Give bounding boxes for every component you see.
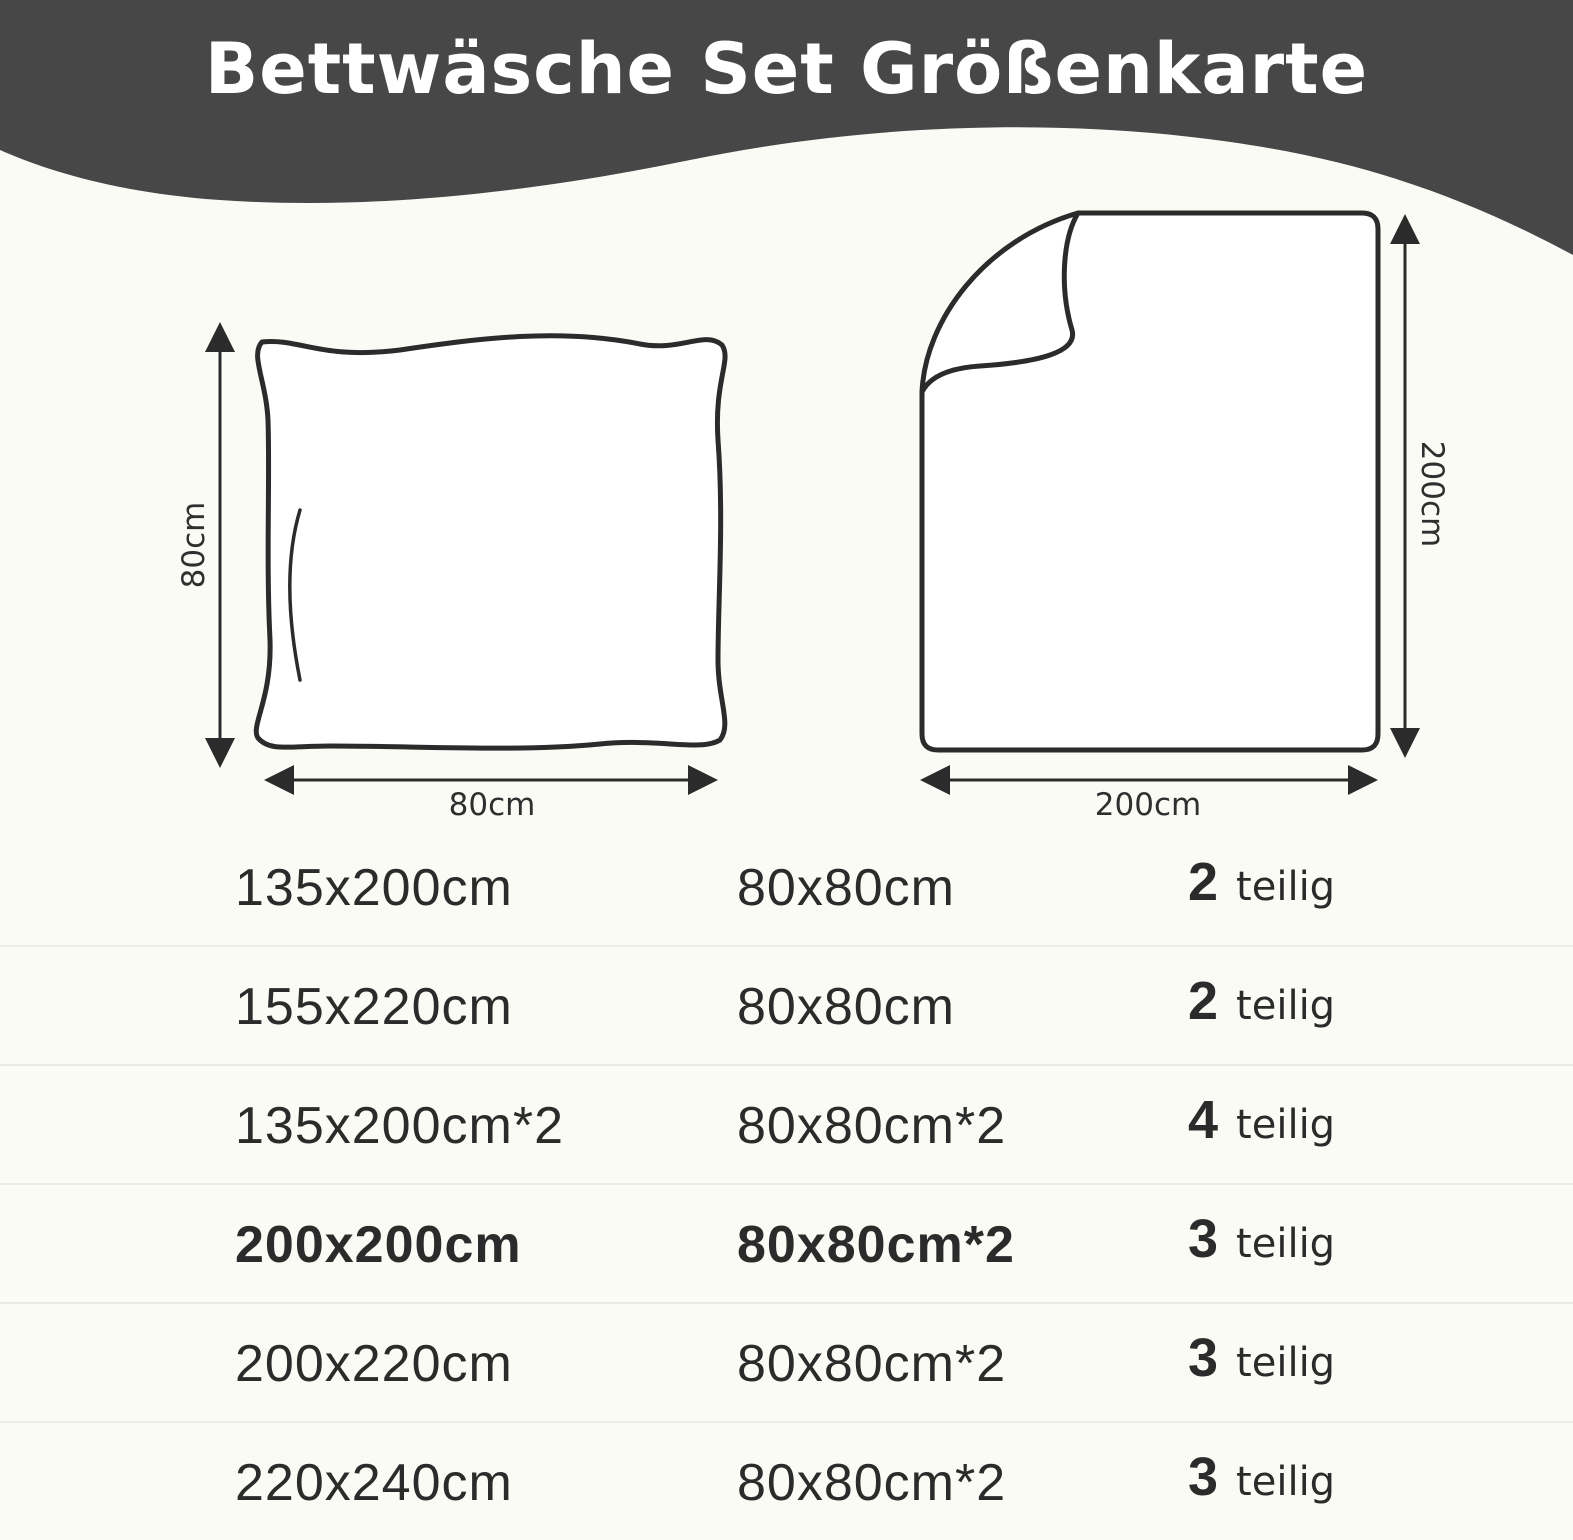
piece-count: [1188, 1328, 1335, 1393]
piece-count-number: 3: [1188, 1447, 1219, 1507]
piece-count-unit: teilig: [1236, 1221, 1336, 1267]
size-row: [0, 1423, 1573, 1540]
duvet-width-label: 200cm: [1094, 787, 1202, 823]
pillow-size: 80x80cm*2: [737, 1216, 1015, 1274]
piece-count-number: 3: [1188, 1328, 1219, 1388]
duvet-illustration: [922, 213, 1378, 750]
pillow-illustration: [256, 336, 725, 748]
piece-count-number: 4: [1188, 1090, 1219, 1150]
duvet-size: 200x200cm: [235, 1216, 522, 1274]
piece-count-unit: teilig: [1236, 1340, 1336, 1386]
pillow-height-label: 80cm: [176, 501, 212, 589]
pillow-size: 80x80cm: [737, 859, 955, 917]
piece-count-number: 2: [1188, 852, 1219, 912]
piece-count: [1188, 971, 1335, 1036]
piece-count-unit: teilig: [1236, 864, 1336, 910]
piece-count-number: 2: [1188, 971, 1219, 1031]
piece-count: [1188, 1209, 1335, 1274]
piece-count-unit: teilig: [1236, 983, 1336, 1029]
duvet-size: 135x200cm: [235, 859, 513, 917]
piece-count-number: 3: [1188, 1209, 1219, 1269]
piece-count: [1188, 852, 1335, 917]
pillow-size: 80x80cm*2: [737, 1097, 1007, 1155]
duvet-height-label: 200cm: [1414, 440, 1450, 548]
pillow-width-label: 80cm: [448, 787, 536, 823]
size-table: [0, 828, 1573, 1540]
duvet-size: 220x240cm: [235, 1454, 513, 1512]
pillow-size: 80x80cm*2: [737, 1454, 1007, 1512]
duvet-size: 200x220cm: [235, 1335, 513, 1393]
duvet-size: 155x220cm: [235, 978, 513, 1036]
size-row: [0, 947, 1573, 1066]
page-title: Bettwäsche Set Größenkarte: [204, 28, 1369, 110]
pillow-size: 80x80cm: [737, 978, 955, 1036]
piece-count-unit: teilig: [1236, 1459, 1336, 1505]
size-row: [0, 1304, 1573, 1423]
size-row: [0, 828, 1573, 947]
piece-count: [1188, 1090, 1335, 1155]
size-row-highlighted: [0, 1185, 1573, 1304]
piece-count-unit: teilig: [1236, 1102, 1336, 1148]
duvet-size: 135x200cm*2: [235, 1097, 564, 1155]
piece-count: [1188, 1447, 1335, 1512]
size-row: [0, 1066, 1573, 1185]
pillow-size: 80x80cm*2: [737, 1335, 1007, 1393]
